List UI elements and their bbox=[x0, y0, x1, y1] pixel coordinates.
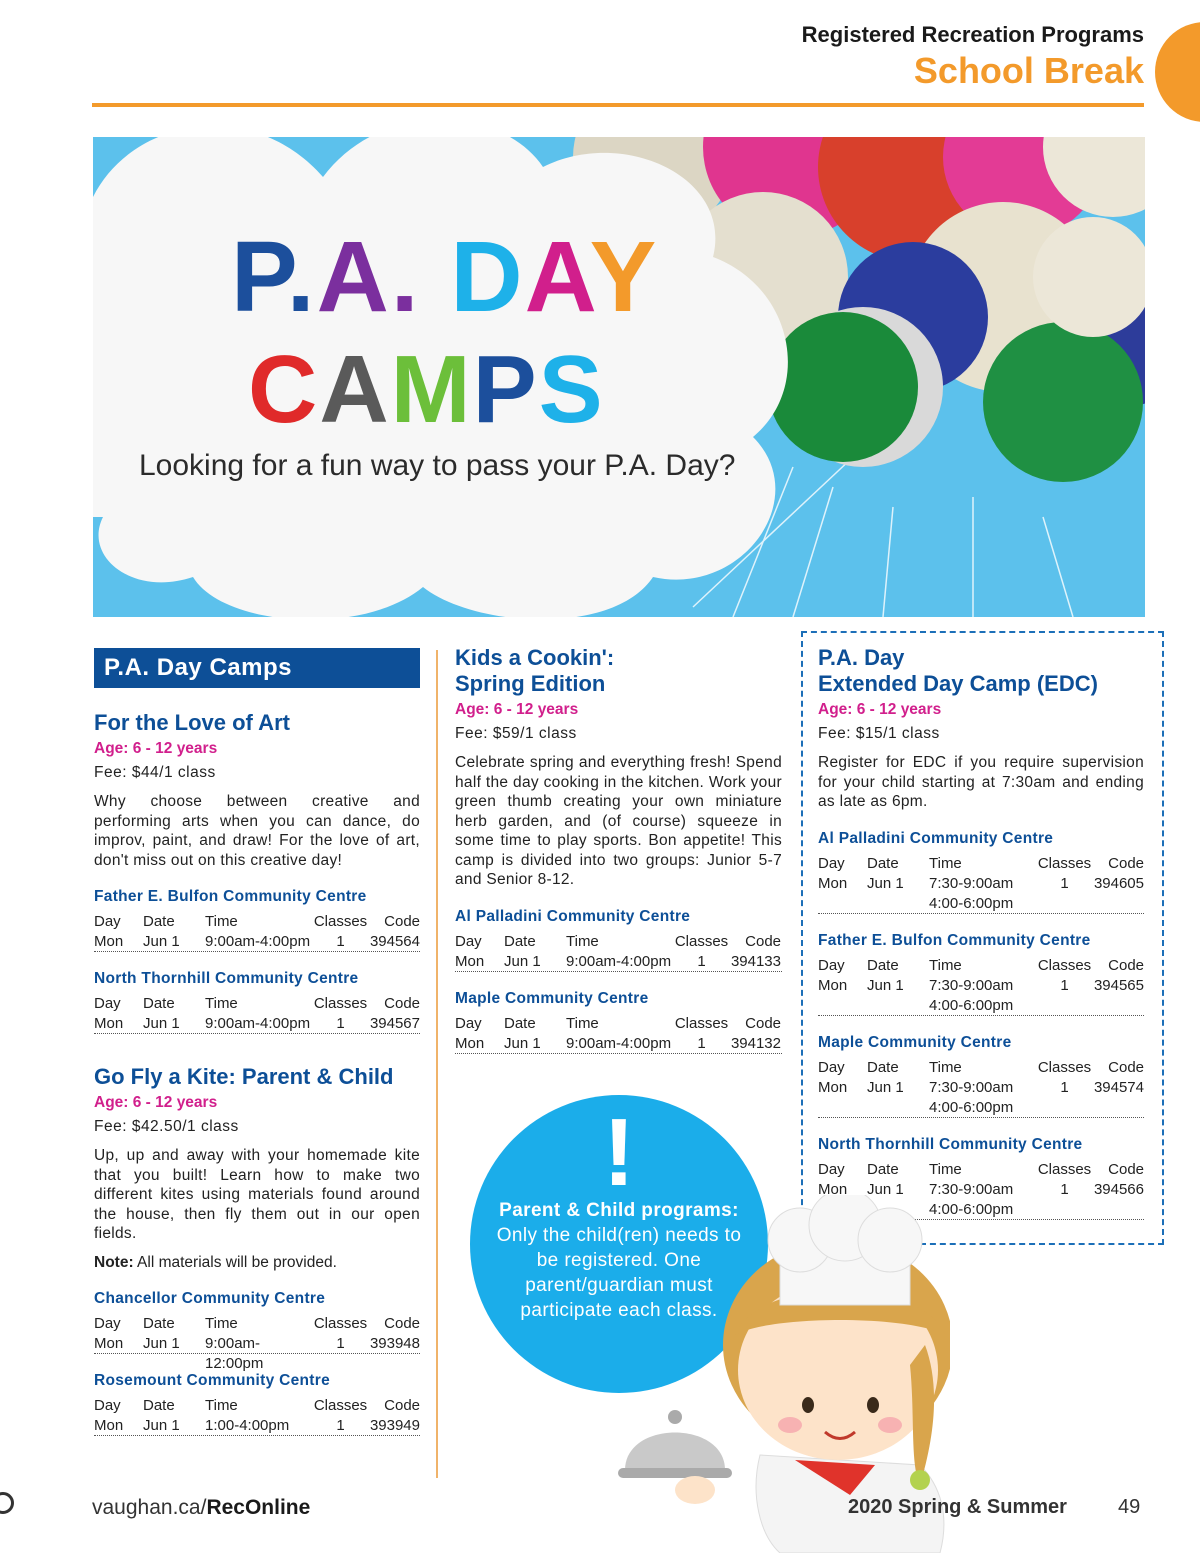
column-pa-day-camps bbox=[94, 640, 420, 1436]
cell-day: Mon bbox=[818, 874, 848, 892]
header-classes: Classes bbox=[1037, 956, 1092, 974]
header-time: Time bbox=[205, 1396, 238, 1414]
cell-date: Jun 1 bbox=[143, 933, 180, 950]
cell-date: Jun 1 bbox=[143, 1334, 180, 1352]
program-fee: Fee: $59/1 class bbox=[455, 725, 577, 742]
hero-title-line1: P.A. DAY bbox=[231, 221, 659, 333]
program-title: Go Fly a Kite: Parent & Child bbox=[94, 1064, 394, 1089]
callout-heading: Parent & Child programs: bbox=[499, 1200, 739, 1221]
header-classes: Classes bbox=[1037, 1160, 1092, 1178]
page-number: 49 bbox=[1118, 1496, 1141, 1518]
header-code: Code bbox=[384, 913, 420, 930]
section-title-bar: P.A. Day Camps bbox=[94, 648, 420, 688]
cell-code: 394605 bbox=[1093, 874, 1144, 892]
schedule-table bbox=[455, 1014, 782, 1054]
centre-name: Maple Community Centre bbox=[455, 989, 649, 1007]
footer-edition: 2020 Spring & Summer bbox=[848, 1496, 1067, 1518]
exclamation-icon: ! bbox=[603, 1099, 635, 1206]
cell-code: 394132 bbox=[730, 1034, 781, 1052]
program-description: Register for EDC if you require supervision for your child starting at 7:30am and ending as late as 6pm. bbox=[818, 754, 1144, 810]
program-description: Why choose between creative and performing arts when you can dance, do improv, paint, and draw! For the love of art, don't miss out on this creative day! bbox=[94, 793, 420, 869]
cell-date: Jun 1 bbox=[504, 1034, 541, 1052]
header-section-title: School Break bbox=[913, 50, 1144, 91]
program-age: Age: 6 - 12 years bbox=[818, 701, 942, 718]
header-code: Code bbox=[1108, 1058, 1144, 1076]
program-fee: Fee: $44/1 class bbox=[94, 764, 216, 781]
cell-code: 394133 bbox=[730, 952, 781, 970]
header-time: Time bbox=[929, 1160, 962, 1178]
program-note bbox=[94, 1254, 420, 1272]
schedule-table bbox=[818, 956, 1144, 1016]
hero-subtitle: Looking for a fun way to pass your P.A. Day? bbox=[139, 449, 736, 482]
header-date: Date bbox=[143, 913, 175, 930]
header-classes: Classes bbox=[313, 1396, 368, 1414]
header-code: Code bbox=[745, 932, 781, 950]
program-title: For the Love of Art bbox=[94, 710, 290, 735]
note-text: All materials will be provided. bbox=[133, 1253, 337, 1271]
header-date: Date bbox=[504, 932, 536, 950]
footer-url-prefix: vaughan.ca/ bbox=[92, 1496, 207, 1519]
cell-time: 1:00-4:00pm bbox=[205, 1416, 290, 1434]
cell-time: 7:30-9:00am bbox=[929, 874, 1014, 892]
column-edc bbox=[818, 640, 1144, 1220]
cell-day: Mon bbox=[818, 1078, 848, 1096]
cell-day: Mon bbox=[94, 933, 124, 950]
section-tab-marker bbox=[1155, 22, 1200, 122]
header-classes: Classes bbox=[313, 913, 368, 930]
program-age: Age: 6 - 12 years bbox=[94, 1094, 218, 1111]
cell-date: Jun 1 bbox=[143, 1416, 180, 1434]
cell-classes: 1 bbox=[336, 1015, 345, 1032]
schedule-row bbox=[455, 1034, 782, 1054]
footer-url-bold: RecOnline bbox=[206, 1496, 311, 1519]
program-age: Age: 6 - 12 years bbox=[455, 701, 579, 718]
schedule-table bbox=[94, 912, 420, 952]
cell-date: Jun 1 bbox=[867, 874, 904, 892]
centre-name: Al Palladini Community Centre bbox=[818, 829, 1054, 847]
cell-day: Mon bbox=[455, 952, 485, 970]
cell-code: 394565 bbox=[1093, 976, 1144, 994]
schedule-header-row bbox=[94, 994, 420, 1014]
schedule-row-continued bbox=[818, 894, 1144, 914]
cell-time-second: 4:00-6:00pm bbox=[929, 996, 1014, 1014]
header-date: Date bbox=[867, 956, 899, 974]
hero-banner bbox=[93, 137, 1145, 617]
program-description: Up, up and away with your homemade kite that you built! Learn how to make two different kites using materials found around the house, then fly them out in our open fields. bbox=[94, 1147, 420, 1242]
schedule-table bbox=[818, 1058, 1144, 1118]
header-day: Day bbox=[94, 1314, 121, 1332]
cell-classes: 1 bbox=[336, 933, 345, 950]
program-fee: Fee: $15/1 class bbox=[818, 725, 940, 742]
header-time: Time bbox=[205, 995, 238, 1012]
footer-url[interactable] bbox=[92, 1496, 310, 1520]
schedule-row-continued bbox=[818, 1098, 1144, 1118]
header-code: Code bbox=[384, 995, 420, 1012]
cell-date: Jun 1 bbox=[143, 1015, 180, 1032]
cell-date: Jun 1 bbox=[867, 1078, 904, 1096]
cell-day: Mon bbox=[94, 1416, 124, 1434]
schedule-header-row bbox=[94, 1314, 420, 1334]
schedule-header-row bbox=[455, 1014, 782, 1034]
cell-time: 9:00am-4:00pm bbox=[205, 1015, 311, 1032]
header-date: Date bbox=[143, 995, 175, 1012]
centre-name: Rosemount Community Centre bbox=[94, 1371, 331, 1389]
header-date: Date bbox=[867, 1160, 899, 1178]
cell-time: 9:00am-12:00pm bbox=[205, 1334, 264, 1372]
cell-date: Jun 1 bbox=[867, 1180, 904, 1198]
header-time: Time bbox=[205, 913, 238, 930]
cell-classes: 1 bbox=[697, 1034, 706, 1052]
centre-name: North Thornhill Community Centre bbox=[94, 970, 359, 987]
schedule-table bbox=[94, 994, 420, 1034]
header-time: Time bbox=[566, 932, 599, 950]
centre-name: North Thornhill Community Centre bbox=[818, 1135, 1083, 1153]
header-day: Day bbox=[818, 854, 845, 872]
schedule-row bbox=[818, 976, 1144, 996]
header-date: Date bbox=[867, 1058, 899, 1076]
cell-day: Mon bbox=[818, 976, 848, 994]
header-date: Date bbox=[504, 1014, 536, 1032]
header-classes: Classes bbox=[313, 1314, 368, 1332]
header-time: Time bbox=[566, 1014, 599, 1032]
cell-code: 393949 bbox=[369, 1416, 420, 1434]
program-title-line2: Spring Edition bbox=[455, 671, 606, 696]
column-kids-cookin bbox=[455, 640, 782, 1054]
program-age: Age: 6 - 12 years bbox=[94, 740, 218, 757]
cell-time-second: 4:00-6:00pm bbox=[929, 1200, 1014, 1218]
schedule-table bbox=[455, 932, 782, 972]
header-code: Code bbox=[1108, 956, 1144, 974]
schedule-row bbox=[94, 932, 420, 952]
cell-classes: 1 bbox=[336, 1334, 345, 1352]
cell-day: Mon bbox=[455, 1034, 485, 1052]
header-day: Day bbox=[818, 1160, 845, 1178]
cell-day: Mon bbox=[94, 1015, 124, 1032]
centre-name: Maple Community Centre bbox=[818, 1033, 1012, 1051]
cell-code: 394567 bbox=[369, 1015, 420, 1032]
header-classes: Classes bbox=[1037, 1058, 1092, 1076]
header-day: Day bbox=[455, 932, 482, 950]
centre-name: Chancellor Community Centre bbox=[94, 1289, 326, 1307]
cell-code: 394566 bbox=[1093, 1180, 1144, 1198]
schedule-row bbox=[94, 1416, 420, 1436]
header-day: Day bbox=[818, 1058, 845, 1076]
cell-time: 9:00am-4:00pm bbox=[205, 933, 311, 950]
cell-classes: 1 bbox=[1060, 1180, 1069, 1198]
header-date: Date bbox=[143, 1396, 175, 1414]
header-day: Day bbox=[94, 913, 121, 930]
header-code: Code bbox=[384, 1314, 420, 1332]
cell-code: 393948 bbox=[369, 1334, 420, 1352]
header-day: Day bbox=[455, 1014, 482, 1032]
schedule-table bbox=[94, 1396, 420, 1436]
cell-time-second: 4:00-6:00pm bbox=[929, 894, 1014, 912]
header-code: Code bbox=[384, 1396, 420, 1414]
cell-time: 9:00am-4:00pm bbox=[566, 952, 672, 970]
schedule-header-row bbox=[818, 1058, 1144, 1078]
schedule-header-row bbox=[455, 932, 782, 952]
schedule-header-row bbox=[818, 854, 1144, 874]
cell-date: Jun 1 bbox=[504, 952, 541, 970]
cell-classes: 1 bbox=[1060, 874, 1069, 892]
column-divider bbox=[436, 650, 438, 1478]
schedule-row bbox=[94, 1014, 420, 1034]
schedule-row bbox=[455, 952, 782, 972]
schedule-row bbox=[818, 1078, 1144, 1098]
cell-code: 394564 bbox=[369, 933, 420, 950]
centre-name: Al Palladini Community Centre bbox=[455, 907, 691, 925]
cell-day: Mon bbox=[94, 1334, 124, 1352]
header-day: Day bbox=[94, 1396, 121, 1414]
page-marker bbox=[0, 1492, 14, 1514]
header-time: Time bbox=[929, 1058, 962, 1076]
header-day: Day bbox=[94, 995, 121, 1012]
cell-classes: 1 bbox=[1060, 1078, 1069, 1096]
program-title: Kids a Cookin': bbox=[455, 645, 615, 670]
header-divider bbox=[92, 103, 1144, 107]
schedule-header-row bbox=[94, 912, 420, 932]
header-classes: Classes bbox=[674, 932, 729, 950]
cell-classes: 1 bbox=[336, 1416, 345, 1434]
header-date: Date bbox=[143, 1314, 175, 1332]
header-classes: Classes bbox=[674, 1014, 729, 1032]
cell-time: 9:00am-4:00pm bbox=[566, 1034, 672, 1052]
cell-time: 7:30-9:00am bbox=[929, 1180, 1014, 1198]
header-time: Time bbox=[929, 956, 962, 974]
header-date: Date bbox=[867, 854, 899, 872]
schedule-table bbox=[818, 854, 1144, 914]
note-label: Note: bbox=[94, 1253, 134, 1271]
header-time: Time bbox=[929, 854, 962, 872]
cell-day: Mon bbox=[818, 1180, 848, 1198]
header-classes: Classes bbox=[1037, 854, 1092, 872]
cell-classes: 1 bbox=[1060, 976, 1069, 994]
header-code: Code bbox=[1108, 1160, 1144, 1178]
schedule-header-row bbox=[818, 956, 1144, 976]
schedule-header-row bbox=[818, 1160, 1144, 1180]
program-title: P.A. Day bbox=[818, 645, 905, 670]
program-title-line2: Extended Day Camp (EDC) bbox=[818, 671, 1098, 696]
header-day: Day bbox=[818, 956, 845, 974]
cell-time: 7:30-9:00am bbox=[929, 1078, 1014, 1096]
centre-name: Father E. Bulfon Community Centre bbox=[818, 931, 1091, 949]
schedule-row bbox=[818, 874, 1144, 894]
cell-time: 7:30-9:00am bbox=[929, 976, 1014, 994]
cell-classes: 1 bbox=[697, 952, 706, 970]
cell-time-second: 4:00-6:00pm bbox=[929, 1098, 1014, 1116]
cell-code: 394574 bbox=[1093, 1078, 1144, 1096]
callout-body: Only the child(ren) needs to be registered. One parent/guardian must participate each class. bbox=[496, 1225, 742, 1321]
centre-name: Father E. Bulfon Community Centre bbox=[94, 888, 367, 905]
program-fee: Fee: $42.50/1 class bbox=[94, 1118, 239, 1135]
header-time: Time bbox=[205, 1314, 238, 1332]
header-classes: Classes bbox=[313, 995, 368, 1012]
header-category: Registered Recreation Programs bbox=[801, 22, 1144, 47]
header-code: Code bbox=[1108, 854, 1144, 872]
cell-date: Jun 1 bbox=[867, 976, 904, 994]
program-description: Celebrate spring and everything fresh! Spend half the day cooking in the kitchen. Work your green thumb creating your own miniature herb garden, and (of course) squeeze in some time to play sports. Bon appetite! This camp is divided into two groups: Junior 5-7 and Senior 8-12. bbox=[455, 754, 782, 888]
hero-title-line2: CAMPS bbox=[248, 336, 605, 443]
header-code: Code bbox=[745, 1014, 781, 1032]
schedule-table bbox=[94, 1314, 420, 1372]
schedule-row bbox=[94, 1334, 420, 1372]
schedule-header-row bbox=[94, 1396, 420, 1416]
schedule-row-continued bbox=[818, 996, 1144, 1016]
